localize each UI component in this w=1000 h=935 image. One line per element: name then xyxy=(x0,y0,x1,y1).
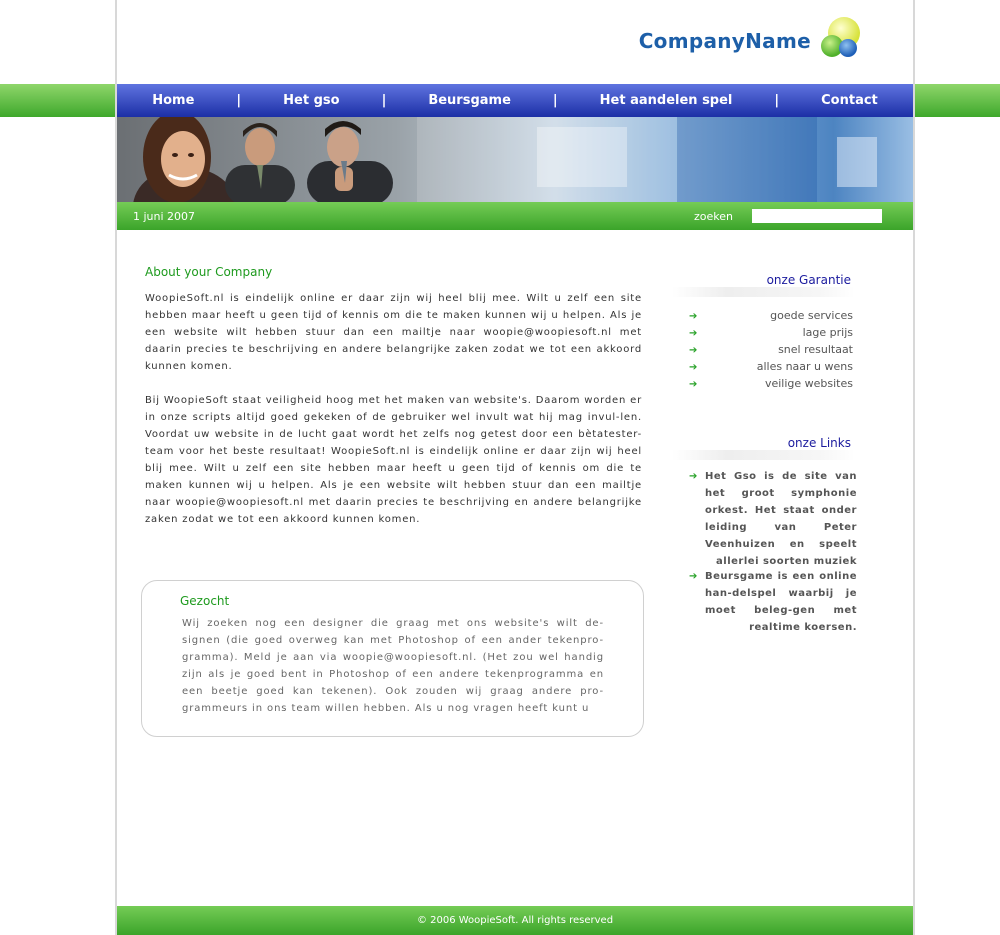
nav-separator: | xyxy=(552,93,558,108)
logo-circles-icon xyxy=(817,16,861,72)
arrow-right-icon: ➔ xyxy=(689,345,698,356)
arrow-right-icon: ➔ xyxy=(689,471,698,482)
list-item xyxy=(687,377,853,394)
about-title: About your Company xyxy=(145,265,273,279)
list-item xyxy=(687,326,853,343)
arrow-right-icon: ➔ xyxy=(689,379,698,390)
link-item-gso-text: Het Gso is de site van het groot symphonie orkest. Het staat onder leiding van Peter Veenhuizen en speelt allerlei soorten muziek xyxy=(705,471,857,567)
arrow-right-icon: ➔ xyxy=(689,362,698,373)
garantie-title: onze Garantie xyxy=(766,273,851,287)
about-paragraph-1: WoopieSoft.nl is eindelijk online er daar zijn wij heel blij mee. Wilt u zelf een site hebben maar heeft u geen tijd of kennis om die te maken kunnen wij u helpen. Als je een website wilt hebben stuur dan een mailtje naar woopie@woopiesoft.nl met daarin precies te beschrijving en andere belangrijke zaken zodat we tot een akkoord kunnen komen. xyxy=(145,293,642,372)
nav-het-gso[interactable]: Het gso xyxy=(283,93,340,108)
nav-separator: | xyxy=(381,93,387,108)
nav-contact[interactable]: Contact xyxy=(821,93,878,108)
gezocht-box xyxy=(141,580,644,737)
garantie-divider xyxy=(672,287,855,297)
nav-separator: | xyxy=(774,93,780,108)
link-item-beursgame[interactable] xyxy=(687,568,857,636)
nav-separator: | xyxy=(236,93,242,108)
garantie-item-alles-naar-u-wens[interactable]: alles naar u wens xyxy=(756,360,853,373)
header-banner-image xyxy=(117,117,913,202)
links-divider xyxy=(672,450,855,460)
list-item xyxy=(687,343,853,360)
about-paragraph-2: Bij WoopieSoft staat veiligheid hoog met het maken van website's. Daarom worden er in onze scripts altijd goed gekeken of de gebruiker wel invult wat hij mag invul-len. Voordat uw website in de lucht gaat wordt het zelfs nog getest door een bètatester-team voor het beste resultaat! WoopieSoft.nl is eindelijk online er daar zijn wij heel blij mee. Wilt u zelf een site hebben maar heeft u geen tijd of kennis om die te maken kunnen wij u helpen. Als je een website wilt hebben stuur dan een mailtje naar woopie@woopiesoft.nl met daarin precies te beschrijving en andere belangrijke zaken zodat we tot een akkoord kunnen komen. xyxy=(145,395,642,525)
garantie-item-snel-resultaat[interactable]: snel resultaat xyxy=(778,343,853,356)
garantie-list xyxy=(687,309,853,394)
garantie-item-goede-services[interactable]: goede services xyxy=(770,309,853,322)
page-container xyxy=(115,0,915,935)
main-navigation xyxy=(117,84,913,117)
arrow-right-icon: ➔ xyxy=(689,328,698,339)
gezocht-title: Gezocht xyxy=(180,594,230,608)
nav-beursgame[interactable]: Beursgame xyxy=(428,93,511,108)
nav-het-aandelen-spel[interactable]: Het aandelen spel xyxy=(599,93,733,108)
banner-people-illustration xyxy=(117,117,913,202)
garantie-item-veilige-websites[interactable]: veilige websites xyxy=(764,377,853,390)
current-date: 1 juni 2007 xyxy=(133,210,196,223)
link-item-gso[interactable] xyxy=(687,468,857,570)
footer-copyright: © 2006 WoopieSoft. All rights reserved xyxy=(416,915,614,926)
arrow-right-icon: ➔ xyxy=(689,311,698,322)
links-title: onze Links xyxy=(787,436,851,450)
garantie-item-lage-prijs[interactable]: lage prijs xyxy=(802,326,853,339)
arrow-right-icon: ➔ xyxy=(689,571,698,582)
company-logo[interactable] xyxy=(639,14,861,74)
info-bar xyxy=(117,202,913,230)
footer xyxy=(117,906,913,935)
search-label: zoeken xyxy=(694,210,733,223)
list-item xyxy=(687,360,853,377)
logo-text: CompanyName xyxy=(638,29,811,53)
link-item-beursgame-text: Beursgame is een online han-delspel waarbij je moet beleg-gen met realtime koersen. xyxy=(705,571,857,633)
gezocht-text: Wij zoeken nog een designer die graag met ons website's wilt de-signen (die goed overweg kan met Photoshop of een ander tekenpro-gramma). Meld je aan via woopie@woopiesoft.nl. (Het zou wel handig zijn als je goed bent in Photoshop of een andere tekenprogramma en een beetje goed kan tekenen). Ook zouden wij graag andere pro-grammeurs in ons team willen hebben. Als u nog vragen heeft kunt u xyxy=(182,618,604,714)
list-item xyxy=(687,309,853,326)
search-input[interactable] xyxy=(752,209,882,223)
nav-home[interactable]: Home xyxy=(152,93,195,108)
